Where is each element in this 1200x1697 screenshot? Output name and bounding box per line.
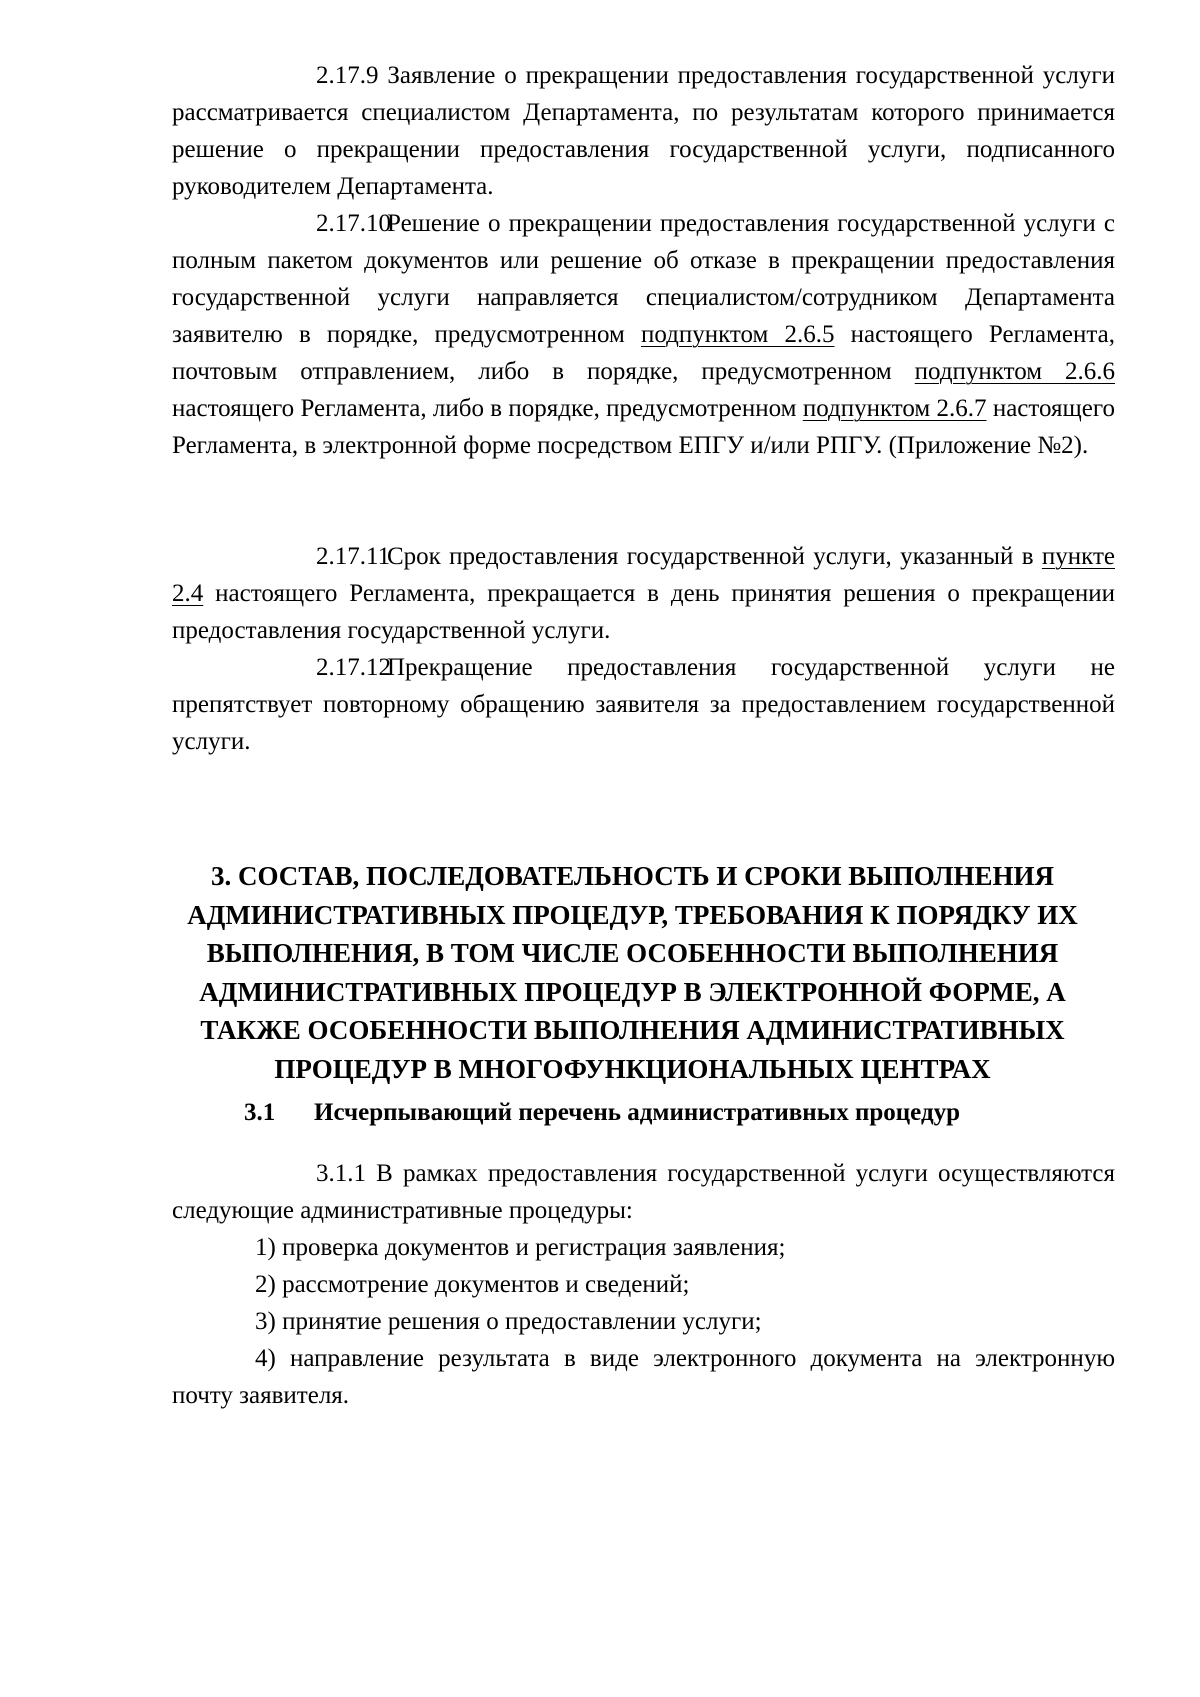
subsection-title: Исчерпывающий перечень административных процедур bbox=[314, 1099, 960, 1126]
paragraph-text: В рамках предоставления государственной услуги осуществляются следующие административные процедуры: bbox=[172, 1160, 1115, 1224]
link-subpoint-2-6-6[interactable]: подпунктом 2.6.6 bbox=[914, 358, 1115, 385]
paragraph-text: Прекращение предоставления государственной услуги не препятствует повторному обращению заявителя за предоставлением государственной услуги. bbox=[172, 654, 1115, 755]
list-item: 2) рассмотрение документов и сведений; bbox=[255, 1271, 690, 1298]
paragraph-number: 2.17.12 bbox=[316, 654, 391, 681]
paragraph-number: 2.17.9 bbox=[316, 62, 379, 89]
paragraph-2-17-9 bbox=[172, 57, 1115, 205]
link-subpoint-2-6-7[interactable]: подпунктом 2.6.7 bbox=[802, 395, 987, 422]
paragraph-2-17-11 bbox=[172, 538, 1115, 649]
subsection-number: 3.1 bbox=[244, 1099, 276, 1126]
link-point-2-4[interactable]: пункте 2.4 bbox=[172, 543, 1115, 607]
list-item: 3) принятие решения о предоставлении услуги; bbox=[255, 1308, 762, 1335]
paragraph-3-1-1 bbox=[172, 1155, 1115, 1229]
paragraph-2-17-10 bbox=[172, 205, 1115, 464]
paragraph-number: 3.1.1 bbox=[316, 1160, 366, 1187]
link-subpoint-2-6-5[interactable]: подпунктом 2.6.5 bbox=[640, 321, 835, 348]
paragraph-text: настоящего Регламента, либо в порядке, предусмотренном bbox=[172, 395, 803, 422]
paragraph-text: настоящего Регламента, в электронной форме посредством ЕПГУ и/или РПГУ. (Приложение №2). bbox=[172, 395, 1115, 459]
paragraph-text: Срок предоставления государственной услуги, указанный в bbox=[387, 543, 1042, 570]
list-item: 1) проверка документов и регистрация заявления; bbox=[255, 1234, 786, 1261]
paragraph-text: настоящего Регламента, почтовым отправлением, либо в порядке, предусмотренном bbox=[172, 321, 1115, 385]
paragraph-number: 2.17.11 bbox=[316, 543, 391, 570]
section-3-heading: 3. СОСТАВ, ПОСЛЕДОВАТЕЛЬНОСТЬ И СРОКИ ВЫПОЛНЕНИЯ АДМИНИСТРАТИВНЫХ ПРОЦЕДУР, ТРЕБОВАНИЯ К ПОРЯДКУ ИХ ВЫПОЛНЕНИЯ, В ТОМ ЧИСЛЕ ОСОБЕННОСТИ ВЫПОЛНЕНИЯ АДМИНИСТРАТИВНЫХ ПРОЦЕДУР В ЭЛЕКТРОННОЙ ФОРМЕ, А ТАКЖЕ ОСОБЕННОСТИ ВЫПОЛНЕНИЯ АДМИНИСТРАТИВНЫХ ПРОЦЕДУР В МНОГОФУНКЦИОНАЛЬНЫХ ЦЕНТРАХ bbox=[187, 861, 1078, 1084]
paragraph-text: Решение о прекращении предоставления государственной услуги с полным пакетом документов или решение об отказе в прекращении предоставления государственной услуги направляется специалистом/сотрудником Департамента заявителю в порядке, предусмотренном bbox=[172, 210, 1115, 348]
paragraph-text: настоящего Регламента, прекращается в день принятия решения о прекращении предоставления государственной услуги. bbox=[172, 580, 1115, 644]
paragraph-number: 2.17.10 bbox=[316, 210, 391, 237]
list-item: 4) направление результата в виде электронного документа на электронную почту заявителя. bbox=[172, 1345, 1115, 1409]
paragraph-2-17-12 bbox=[172, 649, 1115, 760]
paragraph-text: Заявление о прекращении предоставления государственной услуги рассматривается специалистом Департамента, по результатам которого принимается решение о прекращении предоставления государственной услуги, подписанного руководителем Департамента. bbox=[172, 62, 1115, 200]
section-3-1-1 bbox=[172, 1155, 1115, 1414]
